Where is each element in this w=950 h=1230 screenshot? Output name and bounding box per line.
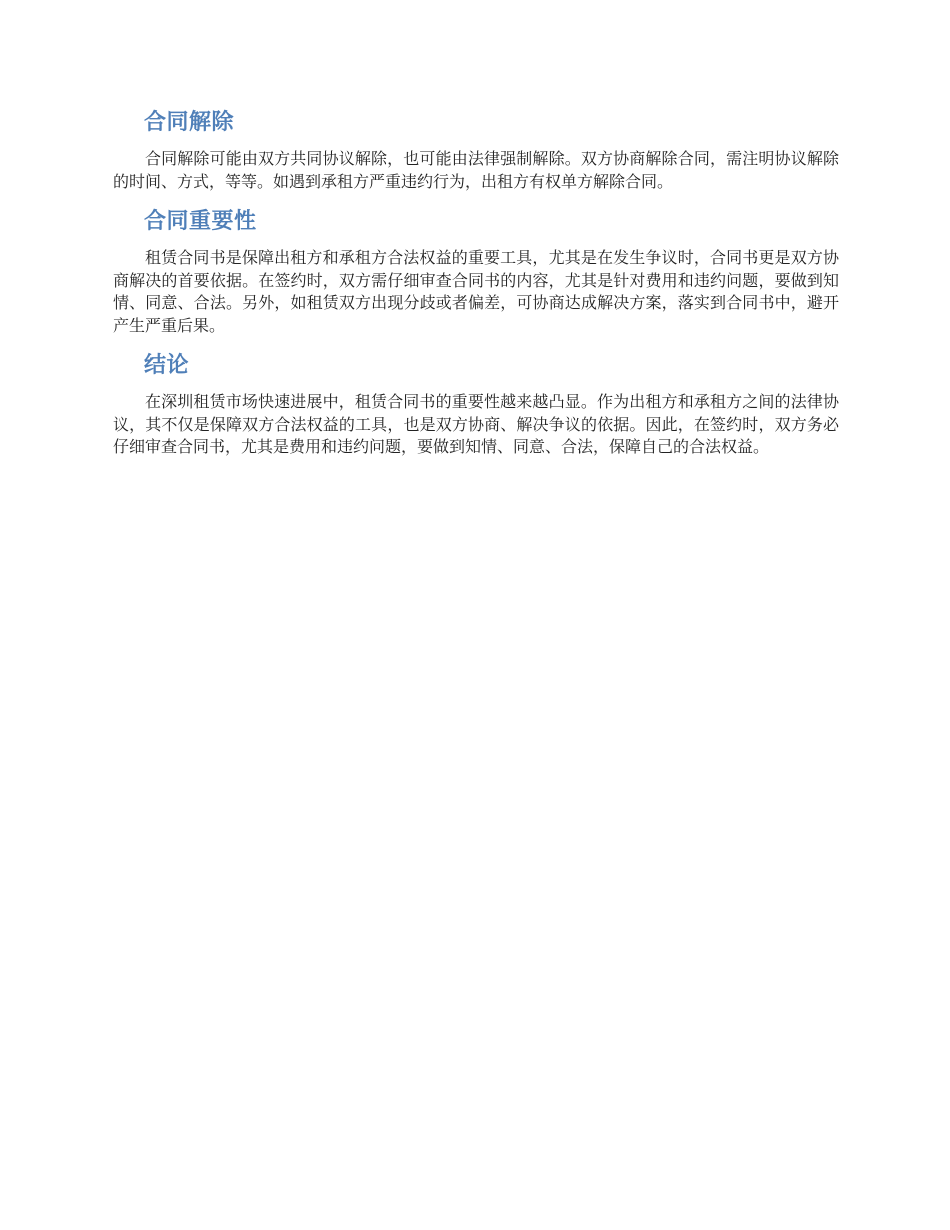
section-paragraph: 合同解除可能由双方共同协议解除，也可能由法律强制解除。双方协商解除合同，需注明协议解除的时间、方式，等等。如遇到承租方严重违约行为，出租方有权单方解除合同。 (113, 149, 839, 191)
document-content (113, 108, 839, 459)
section-conclusion (113, 351, 839, 459)
section-contract-termination (113, 108, 839, 193)
section-heading: 合同重要性 (144, 209, 257, 234)
section-heading: 合同解除 (144, 110, 235, 135)
section-heading: 结论 (144, 353, 190, 378)
section-contract-importance (113, 207, 839, 337)
section-paragraph: 在深圳租赁市场快速进展中，租赁合同书的重要性越来越凸显。作为出租方和承租方之间的法律协议，其不仅是保障双方合法权益的工具，也是双方协商、解决争议的依据。因此，在签约时，双方务必仔细审查合同书，尤其是费用和违约问题，要做到知情、同意、合法，保障自己的合法权益。 (113, 392, 839, 456)
section-paragraph: 租赁合同书是保障出租方和承租方合法权益的重要工具，尤其是在发生争议时，合同书更是双方协商解决的首要依据。在签约时，双方需仔细审查合同书的内容，尤其是针对费用和违约问题，要做到知情、同意、合法。另外，如租赁双方出现分歧或者偏差，可协商达成解决方案，落实到合同书中，避开产生严重后果。 (113, 248, 839, 335)
